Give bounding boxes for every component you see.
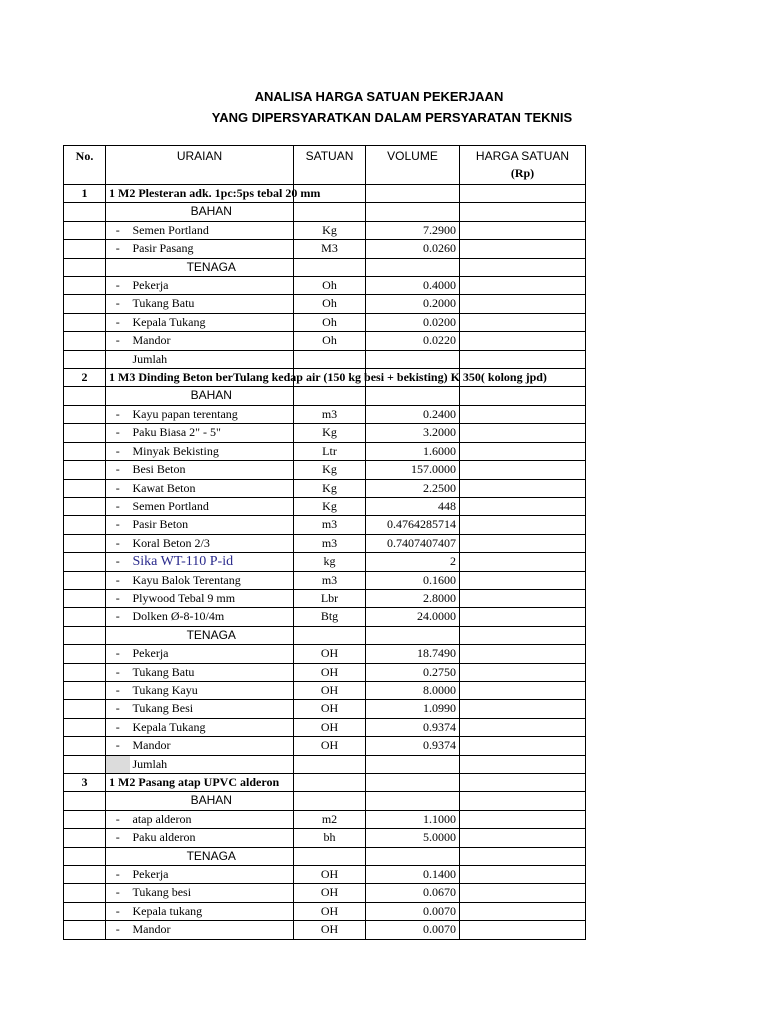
item-harga [460,884,586,902]
item-name: Kayu Balok Terentang [130,571,294,589]
item-volume: 0.9374 [366,737,460,755]
empty-cell [106,792,130,810]
table-row [64,921,586,939]
table-row [64,884,586,902]
jumlah-row [64,350,586,368]
table-row [64,424,586,442]
header-volume: VOLUME [366,146,460,185]
item-name: Plywood Tebal 9 mm [130,589,294,607]
item-name: Kayu papan terentang [130,405,294,423]
empty-cell [294,774,366,792]
item-satuan: m3 [294,534,366,552]
empty-cell [64,829,106,847]
empty-cell [460,847,586,865]
item-dash: - [106,461,130,479]
item-harga [460,442,586,460]
empty-cell [106,626,130,644]
item-satuan: m3 [294,571,366,589]
empty-cell [460,774,586,792]
item-harga [460,608,586,626]
table-body [64,185,586,940]
item-name: Sika WT-110 P-id [130,553,294,571]
item-dash: - [106,479,130,497]
item-name: Tukang Batu [130,295,294,313]
item-satuan: m2 [294,810,366,828]
item-satuan: Kg [294,479,366,497]
item-harga [460,589,586,607]
item-dash: - [106,571,130,589]
item-satuan: Btg [294,608,366,626]
item-satuan: Oh [294,313,366,331]
empty-cell [64,461,106,479]
empty-cell [294,258,366,276]
item-volume: 8.0000 [366,681,460,699]
empty-cell [294,350,366,368]
empty-cell [460,755,586,773]
empty-cell [64,737,106,755]
item-volume: 0.7407407407 [366,534,460,552]
section-number: 2 [64,369,106,387]
empty-cell [366,774,460,792]
item-harga [460,571,586,589]
item-satuan: bh [294,829,366,847]
item-volume: 157.0000 [366,461,460,479]
item-name: Tukang Kayu [130,681,294,699]
empty-cell [64,589,106,607]
item-dash: - [106,884,130,902]
item-name: Semen Portland [130,497,294,515]
item-dash: - [106,645,130,663]
page-title-line-1: ANALISA HARGA SATUAN PEKERJAAN [254,89,504,104]
empty-cell [64,792,106,810]
item-satuan: OH [294,921,366,939]
item-name: Pekerja [130,277,294,295]
item-harga [460,497,586,515]
table-row [64,534,586,552]
item-dash: - [106,681,130,699]
empty-cell [64,295,106,313]
header-harga-satuan [460,146,586,185]
section-number: 1 [64,185,106,203]
page-title-line-2: YANG DIPERSYARATKAN DALAM PERSYARATAN TEKNIS [211,110,573,125]
item-volume: 1.1000 [366,810,460,828]
empty-cell [294,792,366,810]
empty-cell [294,847,366,865]
empty-cell [460,350,586,368]
table-row [64,681,586,699]
empty-cell [64,884,106,902]
item-name: Tukang Besi [130,700,294,718]
empty-cell [64,332,106,350]
item-name: Mandor [130,921,294,939]
table-row [64,608,586,626]
item-volume: 1.0990 [366,700,460,718]
item-satuan: OH [294,884,366,902]
group-row [64,626,586,644]
item-satuan: m3 [294,516,366,534]
empty-cell [64,718,106,736]
item-harga [460,921,586,939]
item-harga [460,681,586,699]
item-name: Besi Beton [130,461,294,479]
group-label: BAHAN [130,203,294,221]
item-harga [460,829,586,847]
item-name: Paku Biasa 2" - 5" [130,424,294,442]
header-harga-line-1: HARGA SATUAN [475,149,570,163]
item-harga [460,663,586,681]
item-dash: - [106,497,130,515]
empty-cell [460,185,586,203]
item-satuan: Ltr [294,442,366,460]
empty-cell [366,350,460,368]
item-name: Koral Beton 2/3 [130,534,294,552]
item-dash: - [106,663,130,681]
item-volume: 0.0070 [366,921,460,939]
item-dash: - [106,829,130,847]
table-row [64,571,586,589]
item-satuan: m3 [294,405,366,423]
item-satuan: Oh [294,277,366,295]
empty-cell [64,553,106,571]
item-name: atap alderon [130,810,294,828]
empty-cell [64,221,106,239]
item-harga [460,332,586,350]
item-harga [460,295,586,313]
item-harga [460,516,586,534]
group-label: TENAGA [130,626,294,644]
item-volume: 5.0000 [366,829,460,847]
header-uraian: URAIAN [106,146,294,185]
table-row [64,645,586,663]
empty-cell [294,626,366,644]
empty-cell [64,497,106,515]
item-name: Kepala Tukang [130,313,294,331]
empty-cell [460,258,586,276]
empty-cell [64,921,106,939]
item-dash: - [106,553,130,571]
empty-cell [64,516,106,534]
item-volume: 2.2500 [366,479,460,497]
empty-cell [106,387,130,405]
empty-cell [460,387,586,405]
item-name: Kepala Tukang [130,718,294,736]
empty-cell [64,387,106,405]
section-description: 1 M2 Plesteran adk. 1pc:5ps tebal 20 mm [106,185,294,203]
empty-cell [64,479,106,497]
item-volume: 7.2900 [366,221,460,239]
section-row [64,774,586,792]
empty-cell [64,424,106,442]
item-volume: 448 [366,497,460,515]
empty-cell [64,810,106,828]
empty-cell [460,626,586,644]
empty-cell [64,645,106,663]
table-row [64,240,586,258]
item-harga [460,553,586,571]
item-name: Minyak Bekisting [130,442,294,460]
item-volume: 0.0260 [366,240,460,258]
empty-cell [366,626,460,644]
item-dash: - [106,424,130,442]
item-name: Semen Portland [130,221,294,239]
group-label: BAHAN [130,387,294,405]
empty-cell [460,792,586,810]
item-satuan: Kg [294,497,366,515]
group-label: TENAGA [130,258,294,276]
item-dash: - [106,313,130,331]
empty-cell [64,866,106,884]
item-dash: - [106,700,130,718]
item-dash: - [106,534,130,552]
table-row [64,700,586,718]
item-harga [460,461,586,479]
section-description: 1 M2 Pasang atap UPVC alderon [106,774,294,792]
item-volume: 0.1400 [366,866,460,884]
empty-cell [106,350,130,368]
empty-cell [294,203,366,221]
item-satuan: OH [294,700,366,718]
item-satuan: M3 [294,240,366,258]
empty-cell [64,571,106,589]
item-volume: 2.8000 [366,589,460,607]
table-row [64,479,586,497]
section-row [64,185,586,203]
item-name: Kepala tukang [130,902,294,920]
empty-cell [64,663,106,681]
empty-cell [64,755,106,773]
item-harga [460,810,586,828]
item-name: Pekerja [130,645,294,663]
empty-cell [64,405,106,423]
item-harga [460,902,586,920]
item-harga [460,313,586,331]
item-satuan: Oh [294,332,366,350]
item-satuan: OH [294,681,366,699]
jumlah-label: Jumlah [130,350,294,368]
group-row [64,203,586,221]
table-row [64,332,586,350]
item-volume: 0.0070 [366,902,460,920]
empty-cell [64,258,106,276]
section-description: 1 M3 Dinding Beton berTulang kedap air (150 kg besi + bekisting) K 350( kolong jpd) [106,369,294,387]
item-name: Pekerja [130,866,294,884]
item-satuan: Kg [294,461,366,479]
empty-cell [64,534,106,552]
group-row [64,258,586,276]
item-satuan: Oh [294,295,366,313]
table-row [64,829,586,847]
item-dash: - [106,589,130,607]
table-row [64,902,586,920]
table-row [64,221,586,239]
empty-cell [366,185,460,203]
table-header-row [64,146,586,185]
item-satuan: OH [294,645,366,663]
table-row [64,866,586,884]
item-volume: 0.4764285714 [366,516,460,534]
section-number: 3 [64,774,106,792]
item-volume: 0.2750 [366,663,460,681]
item-satuan: OH [294,902,366,920]
empty-cell [294,755,366,773]
item-volume: 18.7490 [366,645,460,663]
item-satuan: OH [294,737,366,755]
item-satuan: kg [294,553,366,571]
item-harga [460,718,586,736]
item-dash: - [106,221,130,239]
item-harga [460,479,586,497]
item-dash: - [106,921,130,939]
item-harga [460,534,586,552]
item-name: Paku alderon [130,829,294,847]
empty-cell [64,681,106,699]
item-harga [460,645,586,663]
table-row [64,810,586,828]
item-volume: 0.4000 [366,277,460,295]
empty-cell [106,755,130,773]
header-no: No. [64,146,106,185]
item-name: Mandor [130,737,294,755]
item-volume: 1.6000 [366,442,460,460]
empty-cell [64,608,106,626]
table-row [64,553,586,571]
item-harga [460,240,586,258]
item-harga [460,700,586,718]
item-harga [460,405,586,423]
item-dash: - [106,810,130,828]
analysis-table [63,145,586,940]
item-dash: - [106,608,130,626]
item-name: Pasir Pasang [130,240,294,258]
item-dash: - [106,405,130,423]
group-row [64,792,586,810]
item-name: Pasir Beton [130,516,294,534]
item-harga [460,277,586,295]
item-satuan: OH [294,663,366,681]
item-volume: 0.0200 [366,313,460,331]
empty-cell [106,258,130,276]
empty-cell [366,755,460,773]
item-harga [460,866,586,884]
item-volume: 0.1600 [366,571,460,589]
item-volume: 24.0000 [366,608,460,626]
item-dash: - [106,442,130,460]
empty-cell [106,847,130,865]
item-volume: 0.0670 [366,884,460,902]
empty-cell [366,847,460,865]
item-satuan: OH [294,866,366,884]
item-name: Mandor [130,332,294,350]
item-satuan: OH [294,718,366,736]
empty-cell [64,902,106,920]
section-row [64,369,586,387]
jumlah-row [64,755,586,773]
item-volume: 2 [366,553,460,571]
empty-cell [64,847,106,865]
empty-cell [64,313,106,331]
item-dash: - [106,240,130,258]
empty-cell [294,387,366,405]
table-row [64,718,586,736]
item-dash: - [106,295,130,313]
empty-cell [64,442,106,460]
jumlah-label: Jumlah [130,755,294,773]
table-row [64,405,586,423]
item-dash: - [106,718,130,736]
table-row [64,497,586,515]
table-row [64,516,586,534]
table-row [64,461,586,479]
group-label: BAHAN [130,792,294,810]
item-dash: - [106,902,130,920]
table-row [64,313,586,331]
item-name: Tukang Batu [130,663,294,681]
group-label: TENAGA [130,847,294,865]
item-name: Kawat Beton [130,479,294,497]
item-volume: 3.2000 [366,424,460,442]
empty-cell [64,626,106,644]
header-harga-line-2: (Rp) [510,166,535,180]
item-satuan: Lbr [294,589,366,607]
item-dash: - [106,737,130,755]
table-row [64,277,586,295]
item-satuan: Kg [294,424,366,442]
table-row [64,663,586,681]
group-row [64,847,586,865]
item-harga [460,424,586,442]
item-volume: 0.2000 [366,295,460,313]
item-harga [460,737,586,755]
table-row [64,589,586,607]
empty-cell [366,203,460,221]
header-satuan: SATUAN [294,146,366,185]
item-satuan: Kg [294,221,366,239]
empty-cell [366,258,460,276]
item-dash: - [106,866,130,884]
empty-cell [366,387,460,405]
table-row [64,442,586,460]
table-row [64,295,586,313]
empty-cell [366,792,460,810]
empty-cell [106,203,130,221]
empty-cell [64,277,106,295]
item-dash: - [106,332,130,350]
item-name: Tukang besi [130,884,294,902]
item-dash: - [106,277,130,295]
group-row [64,387,586,405]
item-volume: 0.9374 [366,718,460,736]
empty-cell [460,203,586,221]
item-harga [460,221,586,239]
empty-cell [64,700,106,718]
item-dash: - [106,516,130,534]
item-volume: 0.2400 [366,405,460,423]
table-row [64,737,586,755]
item-name: Dolken Ø-8-10/4m [130,608,294,626]
empty-cell [64,350,106,368]
empty-cell [64,240,106,258]
item-volume: 0.0220 [366,332,460,350]
empty-cell [64,203,106,221]
